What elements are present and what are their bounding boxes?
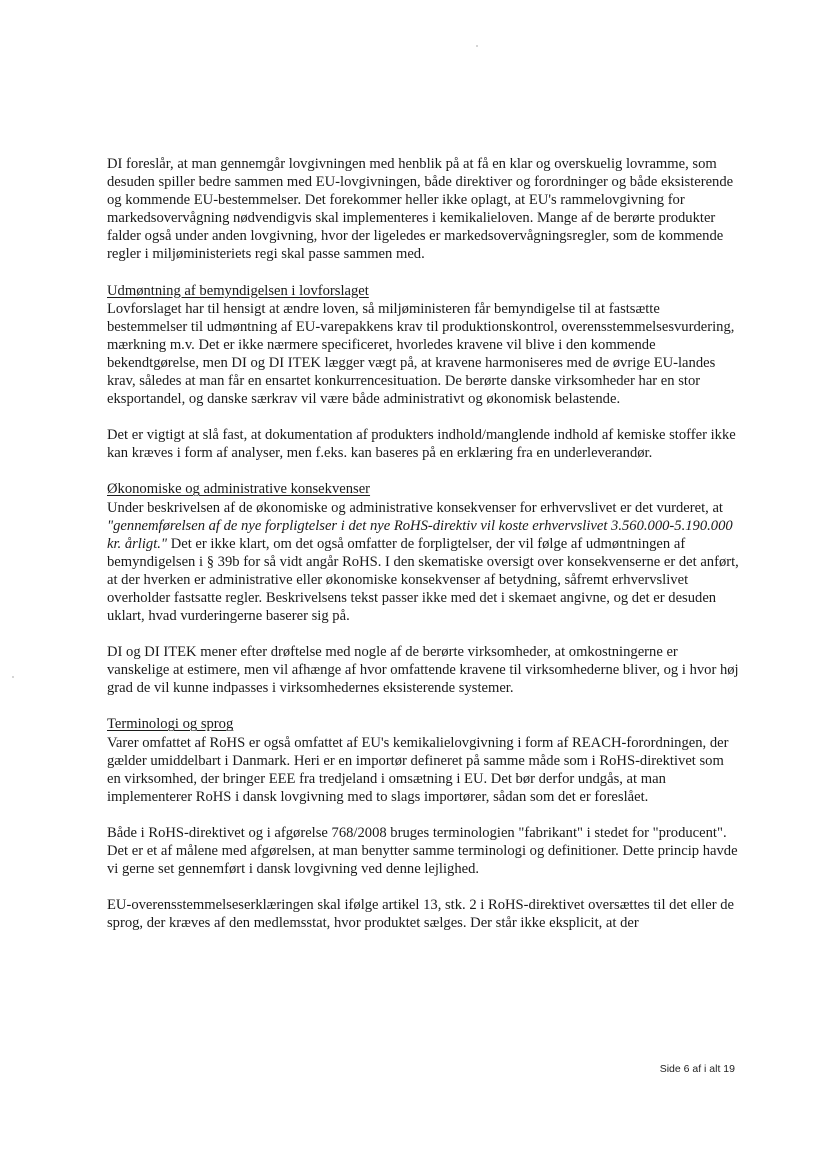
page-number: Side 6 af i alt 19 <box>659 1063 735 1075</box>
terminology-paragraph: Både i RoHS-direktivet og i afgørelse 768/2008 bruges terminologien "fabrikant" i stedet for "producent". Det er et af målene med afgørelsen, at man benytter samme terminologi og definitioner. Dette princip havde vi gerne set gennemført i dansk lovgivning ved denne lejlighed. <box>107 824 738 878</box>
section-udmoentning <box>107 282 739 409</box>
document-body <box>107 155 739 950</box>
declaration-paragraph: EU-overensstemmelseserklæringen skal ifølge artikel 13, stk. 2 i RoHS-direktivet oversættes til det eller de sprog, der kræves af den medlemsstat, hvor produktet sælges. Der står ikke eksplicit, at der <box>107 897 734 932</box>
section-heading: Økonomiske og administrative konsekvenser <box>107 481 371 498</box>
section-paragraph: Lovforslaget har til hensigt at ændre loven, så miljøministeren får bemyndigelse til at fastsætte bestemmelser til udmøntning af EU-varepakkens krav til produktionskontrol, overensstemmelsesvurdering, mærkning m.v. Det er ikke nærmere specificeret, hvorledes kravene vil blive i den kommende bekendtgørelse, men DI og DI ITEK lægger vægt på, at kravene harmoniseres med de øvrige EU-landes krav, således at man får en ensartet konkurrencesituation. De berørte danske virksomheder har en stor eksportandel, og danske særkrav vil være både administrativt og økonomisk belastende. <box>107 300 735 408</box>
cost-estimate-paragraph: DI og DI ITEK mener efter drøftelse med nogle af de berørte virksomheder, at omkostningerne er vanskelige at estimere, men vil afhænge af hvor omfattende kravene til virksomhederne bliver, og i hvor høj grad de vil kunne indpasses i virksomhedernes eksisterende systemer. <box>107 644 739 697</box>
documentation-paragraph: Det er vigtigt at slå fast, at dokumentation af produkters indhold/manglende indhold af kemiske stoffer ikke kan kræves i form af analyser, men f.eks. kan baseres på en erklæring fra en underleverandør. <box>107 427 736 462</box>
section-paragraph-end: Det er ikke klart, om det også omfatter de forpligtelser, der vil følge af udmøntningen af bemyndigelsen i § 39b for så vidt angår RoHS. I den skematiske oversigt over konsekvenserne er det anført, at der hverken er administrative eller økonomiske konsekvenser af betydning, såfremt erhvervslivet overholder fastsatte regler. Beskrivelsens tekst passer ikke med det i skemaet angivne, og det er desuden uklart, hvad vurderingerne baserer sig på. <box>107 535 739 625</box>
section-heading: Udmøntning af bemyndigelsen i lovforslaget <box>107 282 369 299</box>
section-paragraph-start: Under beskrivelsen af de økonomiske og administrative konsekvenser for erhvervslivet er det vurderet, at <box>107 499 723 516</box>
scan-speck <box>476 45 478 47</box>
intro-paragraph: DI foreslår, at man gennemgår lovgivningen med henblik på at få en klar og overskuelig lovramme, som desuden spiller bedre sammen med EU-lovgivningen, både direktiver og forordninger og både eksisterende og kommende EU-bestemmelser. Det forekommer heller ikke oplagt, at EU's rammelovgivning for markedsovervågning nødvendigvis skal implementeres i kemikalieloven. Mange af de berørte produkter falder også under anden lovgivning, hvor der ligeledes er markedsovervågningsregler, som de kommende regler i miljøministeriets regi skal passe sammen med. <box>107 156 734 263</box>
section-konsekvenser <box>107 480 739 625</box>
scan-speck <box>12 676 14 678</box>
section-paragraph: Varer omfattet af RoHS er også omfattet af EU's kemikalielovgivning i form af REACH-forordningen, der gælder umiddelbart i Danmark. Heri er en importør defineret på samme måde som i RoHS-direktivet som en virksomhed, der bringer EEE fra tredjeland i omsætning i EU. Det bør derfor undgås, at man implementerer RoHS i dansk lovgivning med to slags importører, sådan som det er foreslået. <box>107 734 729 805</box>
section-heading: Terminologi og sprog <box>107 716 234 733</box>
section-terminologi <box>107 715 739 805</box>
cost-quote: "gennemførelsen af de nye forpligtelser i det nye RoHS-direktiv vil koste erhvervslivet 3.560.000-5.190.000 kr. årligt." <box>107 517 733 552</box>
